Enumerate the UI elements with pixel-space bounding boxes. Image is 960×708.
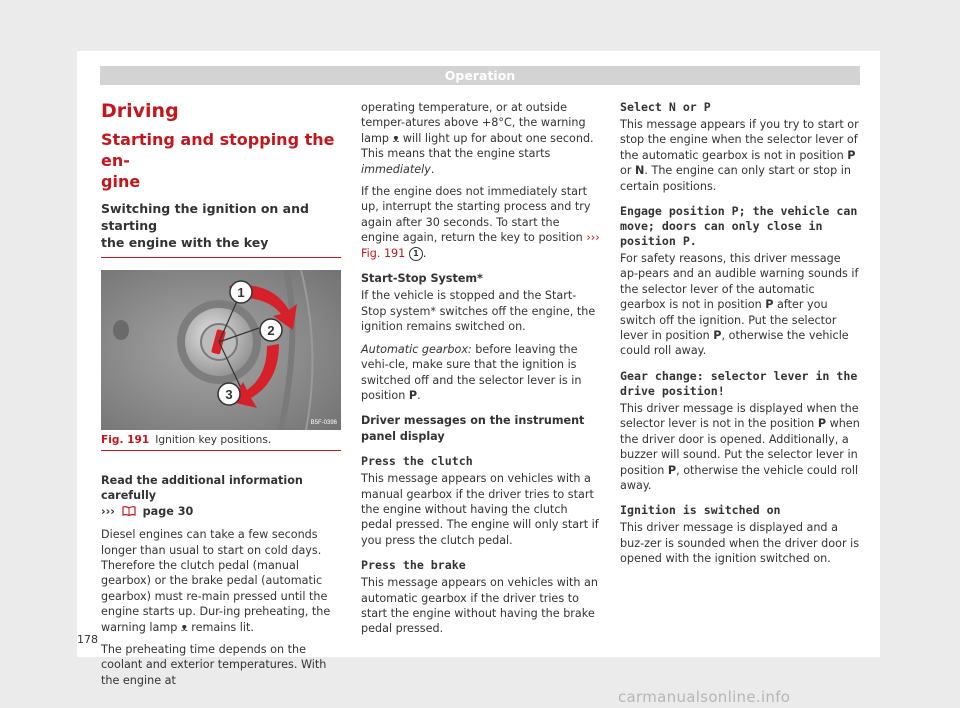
read-more-line: Read the additional information carefully bbox=[101, 474, 303, 503]
book-icon bbox=[122, 506, 136, 516]
start-stop-heading: Start-Stop System* bbox=[361, 272, 483, 286]
ignition-on-text: This driver message is displayed and a buz-zer is sounded when the driver door is opened with the ignition switched on. bbox=[620, 521, 860, 566]
paragraph-operating-temp: operating temperature, or at outside temper-atures above +8°C, the warning lamp ᴥ will light up for about one second. This means that the engine starts immediately. bbox=[361, 101, 594, 176]
callout-3 bbox=[218, 383, 240, 405]
svg-text:3: 3 bbox=[225, 387, 233, 402]
gear-change-heading: Gear change: selector lever in the drive position! bbox=[620, 368, 858, 398]
select-n-p-text: This message appears if you try to start or stop the engine when the selector lever of the automatic gearbox is not in position P or N. The engine can only start or stop in certain positions. bbox=[620, 118, 859, 193]
figure-caption bbox=[101, 433, 341, 451]
chapter-title: Driving bbox=[101, 100, 179, 122]
section-header: Operation bbox=[100, 66, 860, 85]
engage-p-heading: Engage position P; the vehicle can move; doors can only close in position P. bbox=[620, 204, 858, 249]
figure-reference-link[interactable]: ››› Fig. 191 bbox=[361, 231, 600, 260]
column-2 bbox=[361, 100, 601, 644]
press-brake-heading: Press the brake bbox=[361, 558, 466, 573]
read-more-block bbox=[101, 473, 341, 519]
automatic-gearbox-text: Automatic gearbox: before leaving the vehi-cle, make sure that the ignition is switched off and the selector lever is in position P. bbox=[361, 342, 582, 402]
gear-change-text: This driver message is displayed when the selector lever is not in the position P when the driver door is opened. Additionally, a buzzer will sound. Put the selector lever in position P, otherwise the vehicle could roll away. bbox=[620, 401, 860, 492]
subsection-title: Switching the ignition on and starting the engine with the key bbox=[101, 201, 309, 250]
figure-code: B5F-0396 bbox=[310, 420, 337, 426]
driver-messages-heading: Driver messages on the instrument panel display bbox=[361, 414, 585, 443]
paragraph-preheat: The preheating time depends on the coolant and exterior temperatures. With the engine at bbox=[101, 643, 327, 687]
figure-caption-text: Ignition key positions. bbox=[155, 434, 272, 446]
column-3 bbox=[620, 100, 860, 574]
ignition-key-illustration bbox=[101, 270, 341, 430]
column-1 bbox=[101, 96, 341, 695]
read-more-arrow: ››› bbox=[101, 504, 115, 518]
watermark: carmanualsonline.info bbox=[618, 688, 791, 706]
divider bbox=[101, 257, 341, 258]
start-stop-text: If the vehicle is stopped and the Start-Stop system* switches off the engine, the ignition remains switched on. bbox=[361, 289, 596, 334]
press-clutch-heading: Press the clutch bbox=[361, 454, 473, 469]
paragraph-restart: If the engine does not immediately start up, interrupt the starting process and try again after 30 seconds. To start the engine again, return the key to position ››› Fig. 191 1 . bbox=[361, 185, 600, 260]
press-clutch-text: This message appears on vehicles with a manual gearbox if the driver tries to start the engine without having the clutch pedal pressed. The engine will only start if you press the clutch pedal. bbox=[361, 472, 599, 547]
ignition-figure bbox=[101, 270, 341, 430]
section-title: Starting and stopping the en- gine bbox=[101, 130, 335, 191]
glow-plug-icon: ᴥ bbox=[180, 620, 188, 634]
svg-text:1: 1 bbox=[237, 285, 245, 300]
callout-1 bbox=[230, 281, 252, 303]
position-badge: 1 bbox=[409, 247, 423, 261]
press-brake-text: This message appears on vehicles with an automatic gearbox if the driver tries to start the engine without having the brake pedal pressed. bbox=[361, 576, 598, 636]
glow-plug-icon: ᴥ bbox=[392, 131, 400, 145]
paragraph-diesel: Diesel engines can take a few seconds longer than usual to start on cold days. Therefore the clutch pedal (manual gearbox) or the brake pedal (automatic gearbox) must re-main pressed until the engine starts up. Dur-ing preheating, the warning lamp ᴥ remains lit. bbox=[101, 528, 331, 634]
svg-text:2: 2 bbox=[267, 323, 275, 338]
select-n-p-heading: Select N or P bbox=[620, 100, 711, 114]
read-more-page-link[interactable]: page 30 bbox=[142, 504, 194, 518]
figure-label: Fig. 191 bbox=[101, 434, 150, 446]
engage-p-text: For safety reasons, this driver message ap-pears and an audible warning sounds if the selector lever of the automatic gearbox is not in position P after you switch off the ignition. Put the selector lever in position P, otherwise the vehicle could roll away. bbox=[620, 252, 859, 358]
callout-2 bbox=[260, 319, 282, 341]
page-number: 178 bbox=[77, 633, 98, 646]
ignition-on-heading: Ignition is switched on bbox=[620, 503, 781, 518]
